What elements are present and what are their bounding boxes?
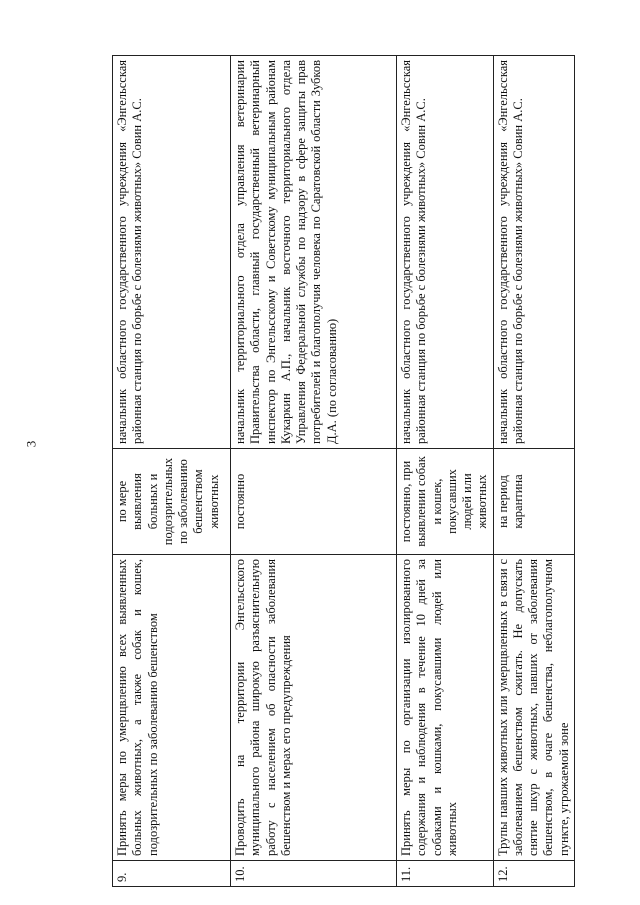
action-cell: Принять меры по организации изолированного содержания и наблюдения в течение 10 дней за собаками и кошками, покусавшими людей или животных <box>397 555 494 861</box>
term-cell: постоянно, при выявлении собак и кошек, покусавших людей или животных <box>397 449 494 555</box>
action-cell: Принять меры по умерщвлению всех выявленных больных животных, а также собак и кошек, подозрительных по заболеванию бешенством <box>113 555 231 861</box>
row-number: 10. <box>231 861 397 887</box>
row-number: 12. <box>493 861 574 887</box>
rotated-table-container <box>112 55 571 887</box>
action-cell: Проводить на территории Энгельсского муниципального района широкую разъяснительную работу с населением об опасности заболевания бешенством и мерах его предупреждения <box>231 555 397 861</box>
table-row <box>231 56 397 887</box>
responsible-cell: начальник областного государственного учреждения «Энгельсская районная станция по борьбе с болезнями животных» Совин А.С. <box>397 56 494 449</box>
term-cell: постоянно <box>231 449 397 555</box>
responsible-cell: начальник областного государственного учреждения «Энгельсская районная станция по борьбе с болезнями животных» Совин А.С. <box>493 56 574 449</box>
term-cell: на период карантина <box>493 449 574 555</box>
measures-table <box>112 55 575 887</box>
table-row <box>397 56 494 887</box>
action-cell: Трупы павших животных или умерщвленных в связи с заболеванием бешенством сжигать. Не допускать снятие шкур с животных, павших от заболевания бешенством, в очаге бешенства, неблагополучном пункте, угрожаемой зоне <box>493 555 574 861</box>
responsible-cell: начальник областного государственного учреждения «Энгельсская районная станция по борьбе с болезнями животных» Совин А.С. <box>113 56 231 449</box>
table-row <box>113 56 231 887</box>
row-number: 11. <box>397 861 494 887</box>
table-row <box>493 56 574 887</box>
row-number: 9. <box>113 861 231 887</box>
page-number: 3 <box>23 440 39 448</box>
term-cell: по мере выявления больных и подозрительных по заболеванию бешенством животных <box>113 449 231 555</box>
responsible-cell: начальник территориального отдела управления ветеринарии Правительства области, главный государственный ветеринарный инспектор по Энгельсскому и Советскому муниципальным районам Кукаркин А.П., начальник восточного территориального отдела Управления Федеральной службы по надзору в сфере защиты прав потребителей и благополучия человека по Саратовской области Зубков Д.А. (по согласованию) <box>231 56 397 449</box>
